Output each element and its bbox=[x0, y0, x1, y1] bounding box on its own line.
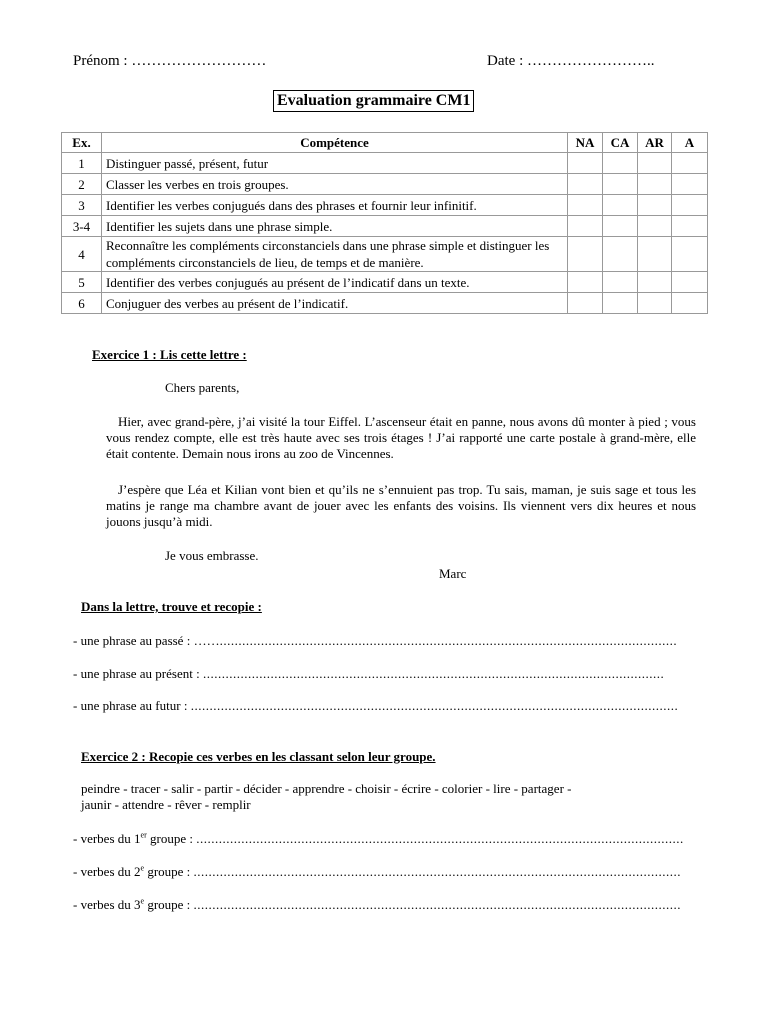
mark-cell-a[interactable] bbox=[672, 237, 708, 272]
group-label: - verbes du 2e groupe : bbox=[73, 864, 191, 879]
table-row bbox=[62, 216, 708, 237]
mark-cell-na[interactable] bbox=[568, 195, 603, 216]
mark-cell-a[interactable] bbox=[672, 272, 708, 293]
competence-text: Reconnaître les compléments circonstanciels dans une phrase simple et distinguer les compléments circonstanciels de lieu, de temps et de manière. bbox=[102, 237, 568, 272]
mark-cell-ca[interactable] bbox=[603, 174, 638, 195]
exercise-number: 4 bbox=[62, 237, 102, 272]
column-header-ex: Ex. bbox=[62, 133, 102, 153]
mark-cell-a[interactable] bbox=[672, 293, 708, 314]
mark-cell-na[interactable] bbox=[568, 272, 603, 293]
mark-cell-na[interactable] bbox=[568, 174, 603, 195]
mark-cell-ar[interactable] bbox=[638, 174, 672, 195]
mark-cell-ca[interactable] bbox=[603, 153, 638, 174]
page-title: Evaluation grammaire CM1 bbox=[273, 90, 474, 112]
exercise-number: 5 bbox=[62, 272, 102, 293]
verbs-list-line-2: jaunir - attendre - rêver - remplir bbox=[81, 797, 251, 812]
table-row bbox=[62, 174, 708, 195]
exercise-number: 6 bbox=[62, 293, 102, 314]
competence-table bbox=[61, 132, 708, 314]
exercise-number: 2 bbox=[62, 174, 102, 195]
answer-label: - une phrase au présent : bbox=[73, 666, 200, 681]
answer-line-groupe-1[interactable]: - verbes du 1er groupe : .................................................................................................................................. bbox=[73, 831, 684, 846]
letter-closing: Je vous embrasse. bbox=[165, 548, 259, 563]
table-row bbox=[62, 153, 708, 174]
mark-cell-na[interactable] bbox=[568, 153, 603, 174]
mark-cell-ar[interactable] bbox=[638, 237, 672, 272]
exercise1-instruction: Dans la lettre, trouve et recopie : bbox=[81, 599, 262, 614]
column-header-ca: CA bbox=[603, 133, 638, 153]
mark-cell-ca[interactable] bbox=[603, 272, 638, 293]
mark-cell-a[interactable] bbox=[672, 195, 708, 216]
mark-cell-na[interactable] bbox=[568, 293, 603, 314]
mark-cell-ar[interactable] bbox=[638, 153, 672, 174]
letter-paragraph-1: Hier, avec grand-père, j’ai visité la tour Eiffel. L’ascenseur était en panne, nous avons dû monter à pied ; vous vous rendez compte, elle est très haute avec ses trois étages ! J’ai rapporté une carte postale à grand-mère, elle était contente. Demain nous irons au zoo de Vincennes. bbox=[106, 414, 696, 461]
answer-label: - une phrase au futur : bbox=[73, 698, 188, 713]
group-label: - verbes du 3e groupe : bbox=[73, 897, 191, 912]
mark-cell-na[interactable] bbox=[568, 237, 603, 272]
mark-cell-ar[interactable] bbox=[638, 195, 672, 216]
competence-text: Conjuguer des verbes au présent de l’indicatif. bbox=[102, 293, 568, 314]
competence-text: Classer les verbes en trois groupes. bbox=[102, 174, 568, 195]
answer-line-groupe-3[interactable]: - verbes du 3e groupe : .................................................................................................................................. bbox=[73, 897, 682, 912]
table-row bbox=[62, 293, 708, 314]
column-header-a: A bbox=[672, 133, 708, 153]
mark-cell-a[interactable] bbox=[672, 216, 708, 237]
group-label: - verbes du 1er groupe : bbox=[73, 831, 193, 846]
answer-line-passe[interactable]: - une phrase au passé : …….......................................................................................................................... bbox=[73, 633, 678, 648]
mark-cell-a[interactable] bbox=[672, 153, 708, 174]
letter-signature: Marc bbox=[439, 566, 467, 581]
answer-line-groupe-2[interactable]: - verbes du 2e groupe : .................................................................................................................................. bbox=[73, 864, 682, 879]
exercise-number: 3-4 bbox=[62, 216, 102, 237]
exercise2-title: Exercice 2 : Recopie ces verbes en les classant selon leur groupe. bbox=[81, 749, 436, 764]
date-label: Date : …………………….. bbox=[487, 53, 655, 69]
mark-cell-ar[interactable] bbox=[638, 272, 672, 293]
verbs-list-line-1: peindre - tracer - salir - partir - décider - apprendre - choisir - écrire - colorier - lire - partager - bbox=[81, 781, 572, 796]
column-header-ar: AR bbox=[638, 133, 672, 153]
competence-text: Identifier les sujets dans une phrase simple. bbox=[102, 216, 568, 237]
competence-text: Identifier des verbes conjugués au présent de l’indicatif dans un texte. bbox=[102, 272, 568, 293]
exercise-number: 1 bbox=[62, 153, 102, 174]
mark-cell-ca[interactable] bbox=[603, 237, 638, 272]
answer-label: - une phrase au passé : …… bbox=[73, 633, 220, 648]
mark-cell-ar[interactable] bbox=[638, 216, 672, 237]
competence-text: Identifier les verbes conjugués dans des phrases et fournir leur infinitif. bbox=[102, 195, 568, 216]
answer-line-present[interactable]: - une phrase au présent : ........................................................................................................................... bbox=[73, 666, 665, 681]
table-row bbox=[62, 272, 708, 293]
table-row bbox=[62, 195, 708, 216]
exercise1-title: Exercice 1 : Lis cette lettre : bbox=[92, 347, 247, 362]
mark-cell-ca[interactable] bbox=[603, 195, 638, 216]
answer-line-futur[interactable]: - une phrase au futur : .................................................................................................................................. bbox=[73, 698, 679, 713]
column-header-na: NA bbox=[568, 133, 603, 153]
letter-paragraph-2: J’espère que Léa et Kilian vont bien et qu’ils ne s’ennuient pas trop. Tu sais, maman, je suis sage et tous les matins je range ma chambre avant de jouer avec les enfants des voisins. Ils viennent vers dix heures et nous jouons jusqu’à midi. bbox=[106, 482, 696, 529]
letter-greeting: Chers parents, bbox=[165, 380, 240, 395]
mark-cell-ca[interactable] bbox=[603, 293, 638, 314]
mark-cell-ca[interactable] bbox=[603, 216, 638, 237]
column-header-competence: Compétence bbox=[102, 133, 568, 153]
mark-cell-na[interactable] bbox=[568, 216, 603, 237]
competence-text: Distinguer passé, présent, futur bbox=[102, 153, 568, 174]
mark-cell-ar[interactable] bbox=[638, 293, 672, 314]
table-header-row bbox=[62, 133, 708, 153]
prenom-label: Prénom : ……………………… bbox=[73, 53, 267, 69]
exercise-number: 3 bbox=[62, 195, 102, 216]
mark-cell-a[interactable] bbox=[672, 174, 708, 195]
table-row bbox=[62, 237, 708, 272]
